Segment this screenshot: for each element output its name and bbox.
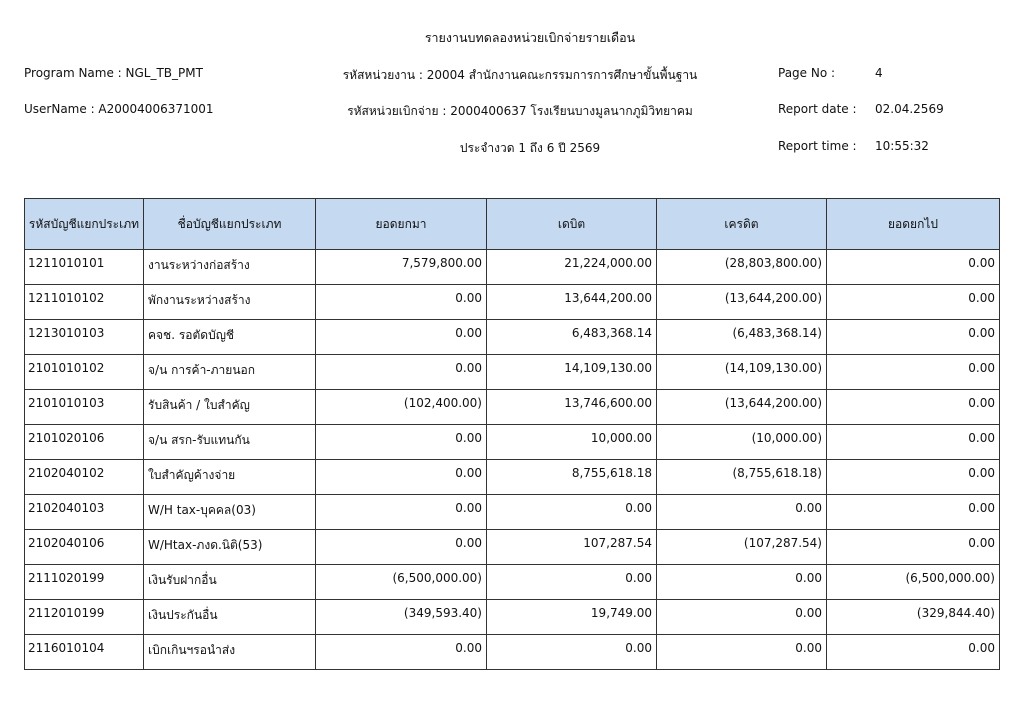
table-row	[25, 495, 1000, 530]
debit-cell: 6,483,368.14	[487, 320, 657, 355]
credit-cell: (107,287.54)	[657, 530, 827, 565]
column-header-opening-balance: ยอดยกมา	[316, 199, 487, 250]
table-row	[25, 320, 1000, 355]
table-row	[25, 390, 1000, 425]
credit-cell: (10,000.00)	[657, 425, 827, 460]
report-time-label: Report time :	[778, 139, 857, 153]
account-code-cell: 2116010104	[25, 635, 144, 670]
table-row	[25, 460, 1000, 495]
account-code-cell: 2112010199	[25, 600, 144, 635]
account-code-cell: 2102040102	[25, 460, 144, 495]
credit-cell: 0.00	[657, 635, 827, 670]
account-code-cell: 2102040103	[25, 495, 144, 530]
closing-balance-cell: (6,500,000.00)	[827, 565, 1000, 600]
debit-cell: 19,749.00	[487, 600, 657, 635]
column-header-closing-balance: ยอดยกไป	[827, 199, 1000, 250]
report-title: รายงานบทดลองหน่วยเบิกจ่ายรายเดือน	[424, 30, 636, 45]
account-code-cell: 2111020199	[25, 565, 144, 600]
disbursing-unit: รหัสหน่วยเบิกจ่าย : 2000400637 โรงเรียนบางมูลนากภูมิวิทยาคม	[347, 104, 693, 118]
account-code-cell: 2101010103	[25, 390, 144, 425]
program-name: Program Name : NGL_TB_PMT	[24, 66, 203, 80]
closing-balance-cell: 0.00	[827, 355, 1000, 390]
account-name-cell: งานระหว่างก่อสร้าง	[144, 250, 316, 285]
closing-balance-cell: 0.00	[827, 390, 1000, 425]
credit-cell: (6,483,368.14)	[657, 320, 827, 355]
column-header-debit: เดบิต	[487, 199, 657, 250]
debit-cell: 13,644,200.00	[487, 285, 657, 320]
page-no-value: 4	[875, 66, 883, 80]
account-name-cell: เบิกเกินฯรอนำส่ง	[144, 635, 316, 670]
debit-cell: 8,755,618.18	[487, 460, 657, 495]
report-time-value: 10:55:32	[875, 139, 929, 153]
credit-cell: (8,755,618.18)	[657, 460, 827, 495]
table-row	[25, 600, 1000, 635]
account-name-cell: W/Htax-ภงด.นิติ(53)	[144, 530, 316, 565]
closing-balance-cell: (329,844.40)	[827, 600, 1000, 635]
opening-balance-cell: 0.00	[316, 285, 487, 320]
account-name-cell: เงินรับฝากอื่น	[144, 565, 316, 600]
account-code-cell: 1211010102	[25, 285, 144, 320]
agency-code: รหัสหน่วยงาน : 20004 สำนักงานคณะกรรมการการศึกษาขั้นพื้นฐาน	[342, 68, 698, 82]
report-period: ประจำงวด 1 ถึง 6 ปี 2569	[459, 141, 601, 155]
closing-balance-cell: 0.00	[827, 425, 1000, 460]
table-row	[25, 565, 1000, 600]
account-name-cell: คจช. รอตัดบัญชี	[144, 320, 316, 355]
opening-balance-cell: 0.00	[316, 425, 487, 460]
opening-balance-cell: 0.00	[316, 355, 487, 390]
credit-cell: 0.00	[657, 565, 827, 600]
trial-balance-table	[24, 198, 1000, 670]
account-code-cell: 1211010101	[25, 250, 144, 285]
table-row	[25, 635, 1000, 670]
opening-balance-cell: 0.00	[316, 320, 487, 355]
account-code-cell: 1213010103	[25, 320, 144, 355]
column-header-account-name: ชื่อบัญชีแยกประเภท	[144, 199, 316, 250]
closing-balance-cell: 0.00	[827, 635, 1000, 670]
opening-balance-cell: 0.00	[316, 495, 487, 530]
column-header-account-code: รหัสบัญชีแยกประเภท	[25, 199, 144, 250]
opening-balance-cell: (102,400.00)	[316, 390, 487, 425]
account-name-cell: จ/น การค้า-ภายนอก	[144, 355, 316, 390]
account-name-cell: จ/น สรก-รับแทนกัน	[144, 425, 316, 460]
account-name-cell: รับสินค้า / ใบสำคัญ	[144, 390, 316, 425]
opening-balance-cell: 0.00	[316, 635, 487, 670]
opening-balance-cell: (6,500,000.00)	[316, 565, 487, 600]
table-row	[25, 250, 1000, 285]
column-header-credit: เครดิต	[657, 199, 827, 250]
closing-balance-cell: 0.00	[827, 495, 1000, 530]
closing-balance-cell: 0.00	[827, 530, 1000, 565]
opening-balance-cell: (349,593.40)	[316, 600, 487, 635]
account-code-cell: 2101020106	[25, 425, 144, 460]
table-row	[25, 355, 1000, 390]
debit-cell: 21,224,000.00	[487, 250, 657, 285]
table-row	[25, 530, 1000, 565]
debit-cell: 14,109,130.00	[487, 355, 657, 390]
account-name-cell: เงินประกันอื่น	[144, 600, 316, 635]
credit-cell: (13,644,200.00)	[657, 390, 827, 425]
account-code-cell: 2101010102	[25, 355, 144, 390]
table-row	[25, 285, 1000, 320]
table-header-row	[25, 199, 1000, 250]
report-date-label: Report date :	[778, 102, 857, 116]
debit-cell: 13,746,600.00	[487, 390, 657, 425]
debit-cell: 0.00	[487, 495, 657, 530]
table-row	[25, 425, 1000, 460]
credit-cell: (13,644,200.00)	[657, 285, 827, 320]
debit-cell: 0.00	[487, 565, 657, 600]
account-code-cell: 2102040106	[25, 530, 144, 565]
debit-cell: 107,287.54	[487, 530, 657, 565]
closing-balance-cell: 0.00	[827, 320, 1000, 355]
debit-cell: 10,000.00	[487, 425, 657, 460]
debit-cell: 0.00	[487, 635, 657, 670]
report-date-value: 02.04.2569	[875, 102, 944, 116]
closing-balance-cell: 0.00	[827, 250, 1000, 285]
account-name-cell: พักงานระหว่างสร้าง	[144, 285, 316, 320]
closing-balance-cell: 0.00	[827, 460, 1000, 495]
opening-balance-cell: 0.00	[316, 530, 487, 565]
user-name: UserName : A20004006371001	[24, 102, 214, 116]
account-name-cell: W/H tax-บุคคล(03)	[144, 495, 316, 530]
closing-balance-cell: 0.00	[827, 285, 1000, 320]
credit-cell: (14,109,130.00)	[657, 355, 827, 390]
page-no-label: Page No :	[778, 66, 836, 80]
opening-balance-cell: 7,579,800.00	[316, 250, 487, 285]
credit-cell: 0.00	[657, 600, 827, 635]
account-name-cell: ใบสำคัญค้างจ่าย	[144, 460, 316, 495]
credit-cell: 0.00	[657, 495, 827, 530]
credit-cell: (28,803,800.00)	[657, 250, 827, 285]
opening-balance-cell: 0.00	[316, 460, 487, 495]
